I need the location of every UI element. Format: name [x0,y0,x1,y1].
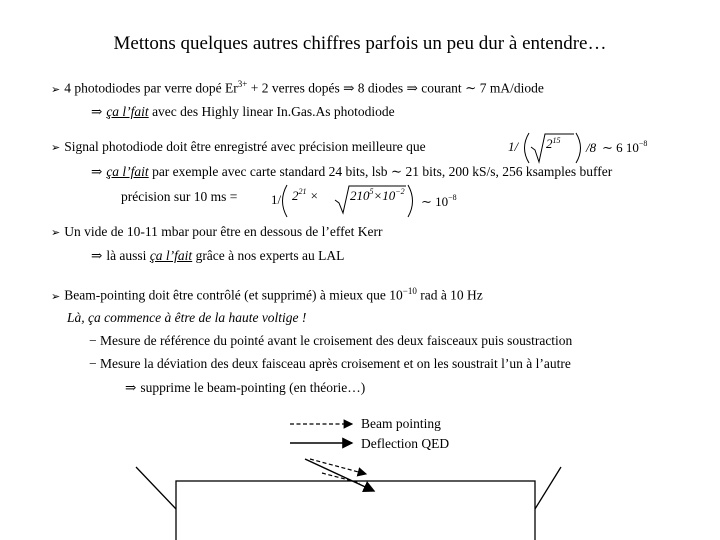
beam-consequence: ⇒ supprime le beam-pointing (en théorie…) [125,380,366,395]
formula1-result: ∼ 6 $10^{-8}$ [602,139,648,155]
formula1-root: $2^{15}$ [546,136,561,151]
ca-lfait-text: ça l’fait [149,248,193,263]
dash-item-deviation: − Mesure la déviation des deux faisceau après croisement et on les soustrait l’un à l’autre [89,356,571,371]
photodiodes-sub-rest: avec des Highly linear In.Gas.As photodiode [148,104,395,119]
ca-lfait-text: ça l’fait [106,164,149,179]
photodiodes-text: 4 photodiodes par verre dopé Er [64,80,238,96]
vide-sub: ⇒ là aussi ça l’fait grâce à nos experts au LAL [91,248,345,263]
implies-icon: ⇒ [91,248,103,263]
beam-exponent: −10 [402,286,417,296]
signal-text: Signal photodiode doit être enregistré avec précision meilleure que [64,139,426,154]
qed-deflected-beam [305,459,374,491]
signal-sub-rest: par exemple avec carte standard 24 bits, lsb ∼ 21 bits, 200 kS/s, 256 ksamples buffer [148,164,613,179]
formula2-result: ∼ $10^{-8}$ [421,193,457,209]
left-diagonal [136,467,176,509]
formula2-prefix: 1/ [271,192,282,207]
arrow-bullet-icon: ➢ [51,289,61,303]
implies-icon: ⇒ [91,104,103,119]
arrow-bullet-icon: ➢ [51,82,61,96]
implies-icon: ⇒ [91,164,103,179]
haute-voltige-note: Là, ça commence à être de la haute voltige ! [67,310,307,325]
er-superscript: 3+ [237,79,248,89]
implies-icon: ⇒ [125,380,137,395]
photodiodes-rest: + 2 verres dopés ⇒ 8 diodes ⇒ courant ∼ 7 mA/diode [247,80,544,96]
formula2-pow: $2^{21}$ × [292,187,319,203]
page-title: Mettons quelques autres chiffres parfois un peu dur à entendre… [113,33,607,54]
legend-beam-pointing: Beam pointing [361,416,441,431]
dash-item-reference: − Mesure de référence du pointé avant le croisement des deux faisceaux puis soustraction [89,333,573,348]
formula1-denominator: /8 [586,140,597,155]
legend-deflection-qed: Deflection QED [361,436,450,451]
formula2-root: $210^5\times 10^{-2}$ [350,187,405,203]
vide-text: Un vide de 10-11 mbar pour être en dessous de l’effet Kerr [64,224,383,239]
vide-sub-rest: grâce à nos experts au LAL [192,248,345,263]
precision-label: précision sur 10 ms = [121,189,238,204]
formula-precision: 1/ [508,139,519,154]
pointing-beam-upper [310,459,366,474]
arrow-bullet-icon: ➢ [51,141,61,154]
beam-text: Beam-pointing doit être contrôlé (et supprimé) à mieux que 10 [64,287,403,303]
beam-box [176,481,535,540]
ca-lfait-text: ça l’fait [106,104,149,119]
arrow-bullet-icon: ➢ [51,226,61,239]
beam-text-end: rad à 10 Hz [416,287,483,303]
right-diagonal [535,467,561,509]
